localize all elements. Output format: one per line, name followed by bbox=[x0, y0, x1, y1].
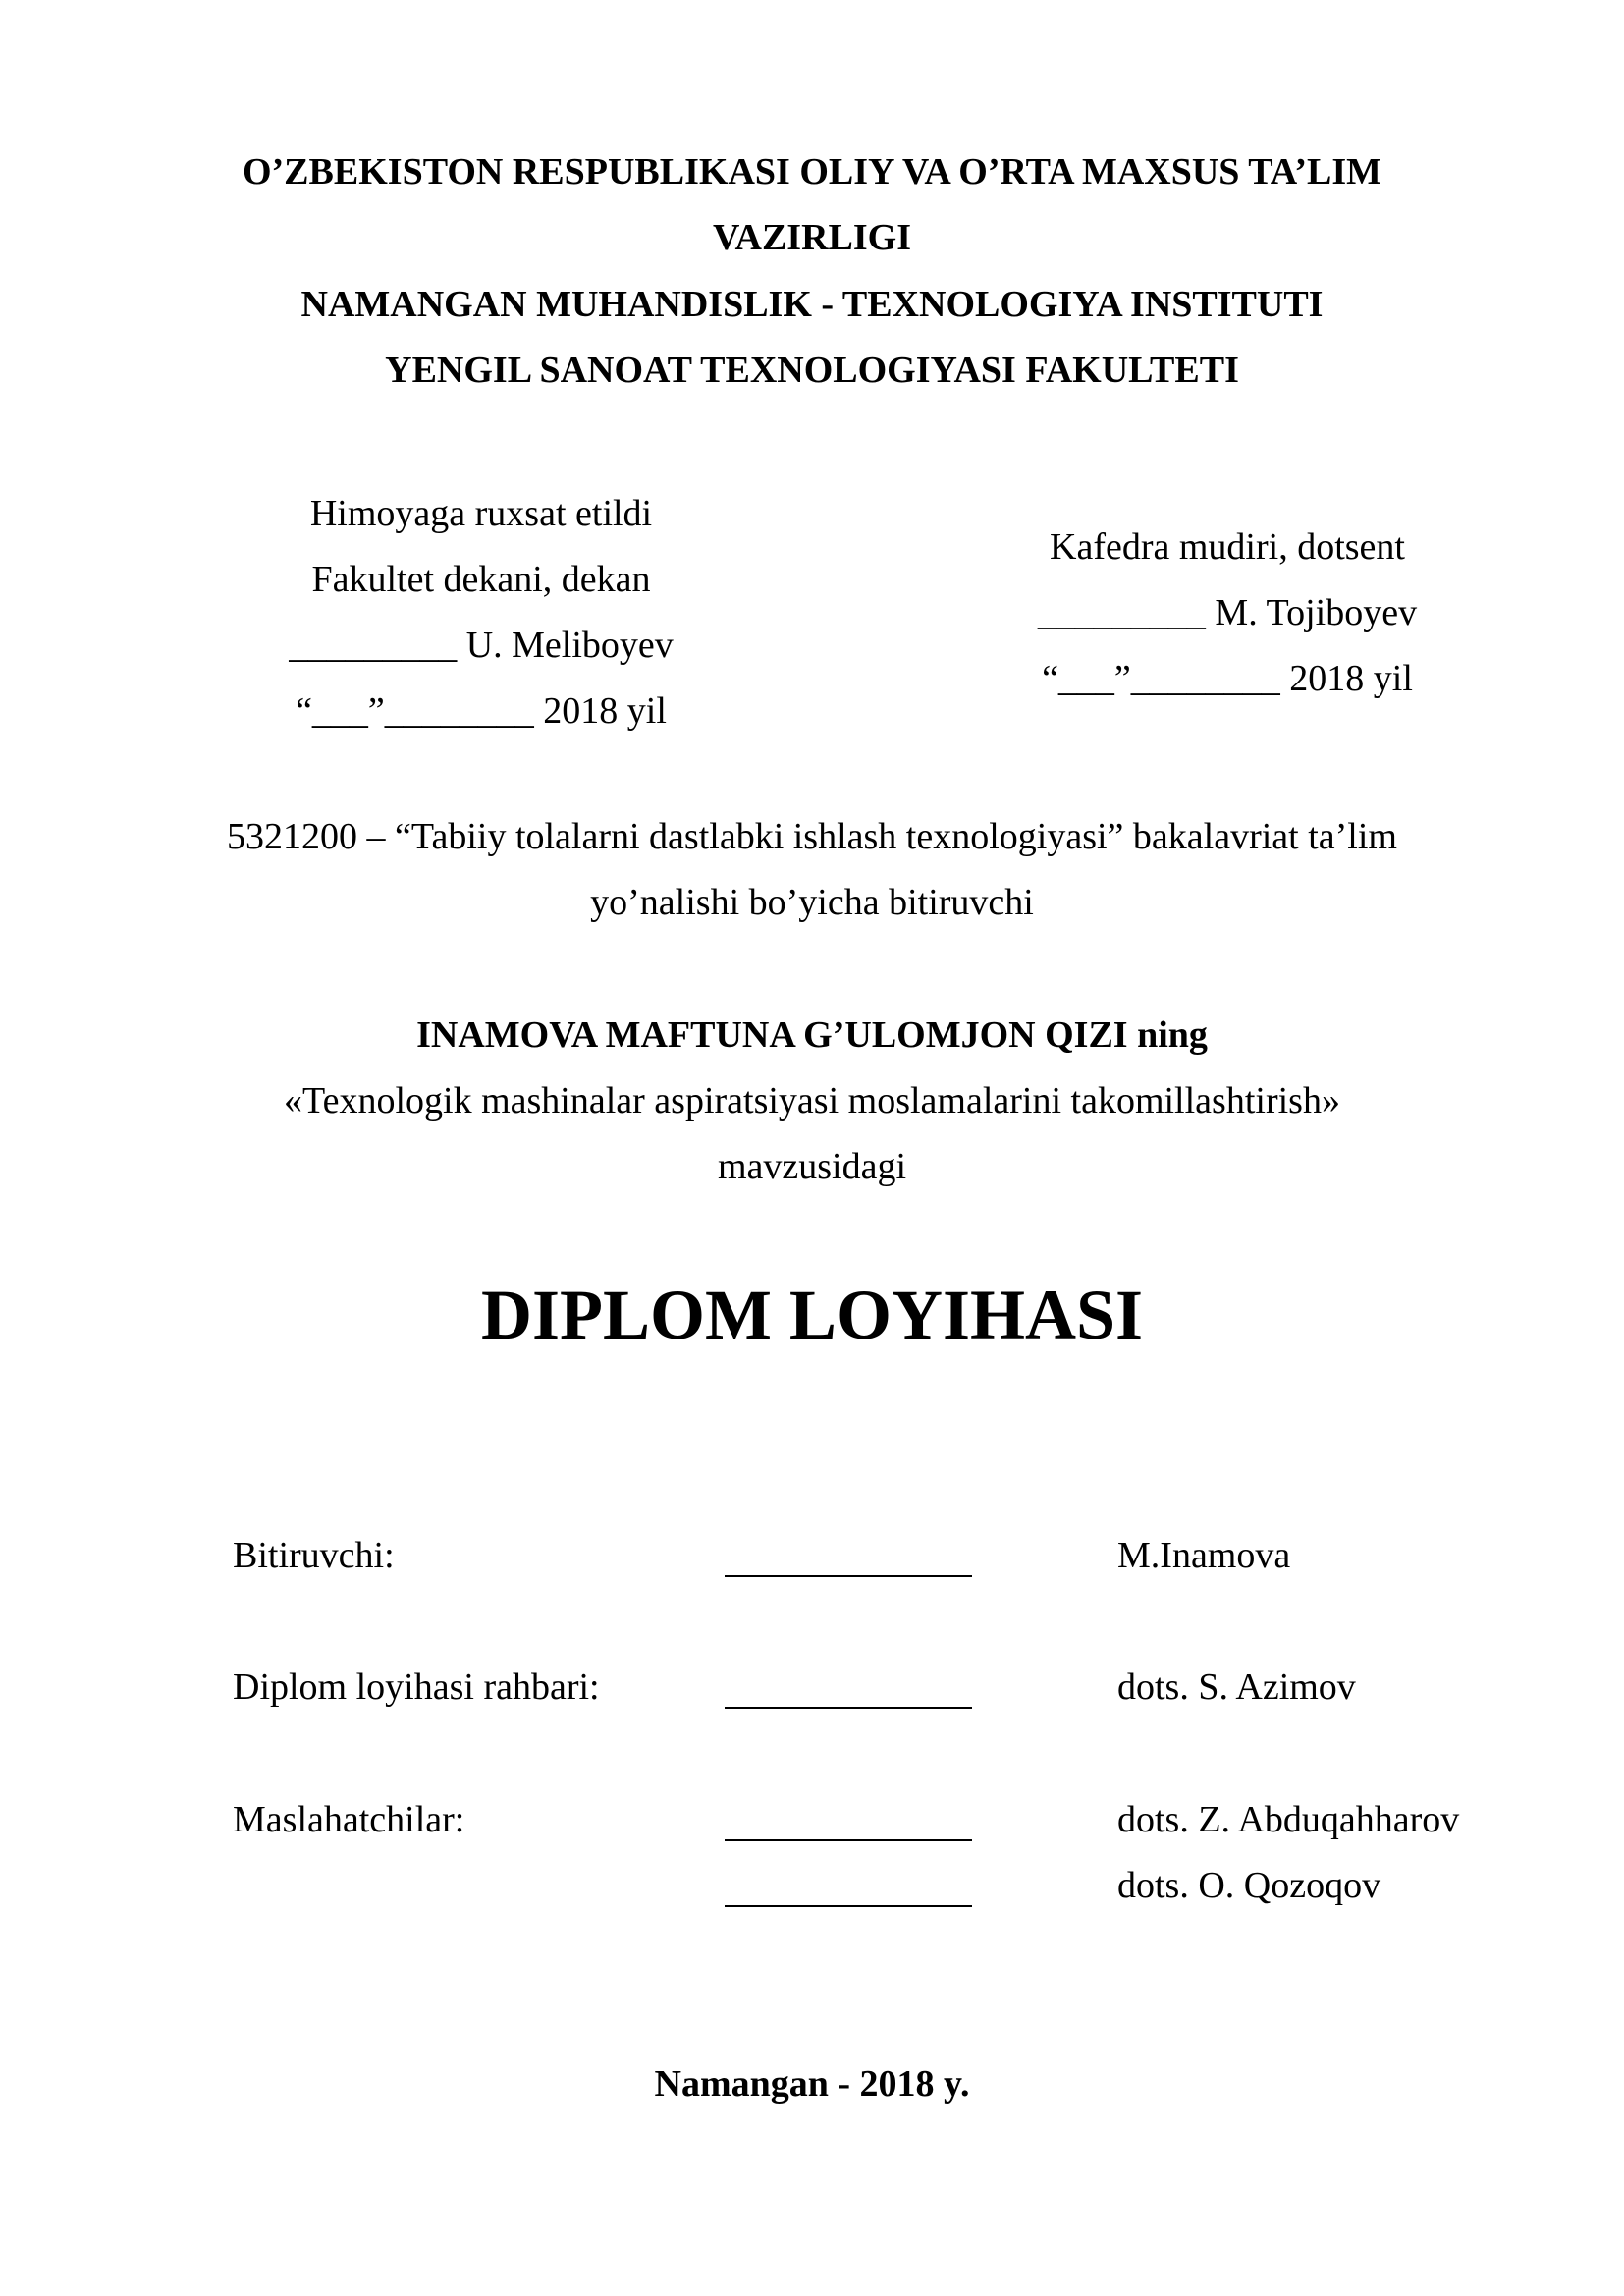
program-line-1: 5321200 – “Tabiiy tolalarni dastlabki ishlash texnologiyasi” bakalavriat ta’lim bbox=[227, 816, 1397, 857]
signature-line bbox=[725, 1839, 972, 1841]
approval-left-block bbox=[275, 481, 687, 744]
document-title: DIPLOM LOYIHASI bbox=[480, 1276, 1144, 1354]
faculty-name: YENGIL SANOAT TEXNOLOGIYASI FAKULTETI bbox=[385, 350, 1239, 391]
approval-right-signature: _________ M. Tojiboyev bbox=[1037, 592, 1418, 633]
signatory-name: M.Inamova bbox=[1117, 1535, 1291, 1576]
project-topic-suffix: mavzusidagi bbox=[717, 1146, 907, 1187]
signature-line bbox=[725, 1905, 972, 1907]
signature-line bbox=[725, 1575, 972, 1577]
ministry-line-1: O’ZBEKISTON RESPUBLIKASI OLIY VA O’RTA MAXSUS TA’LIM bbox=[242, 151, 1382, 192]
signatory-name: dots. Z. Abduqahharov bbox=[1117, 1799, 1460, 1840]
signature-role: Diplom loyihasi rahbari: bbox=[233, 1667, 600, 1708]
approval-right-line1: Kafedra mudiri, dotsent bbox=[1050, 526, 1405, 568]
approval-left-line1: Himoyaga ruxsat etildi bbox=[309, 493, 653, 534]
approval-right-block bbox=[1021, 515, 1434, 712]
signatory-name: dots. O. Qozoqov bbox=[1117, 1865, 1381, 1906]
approval-left-date: “___”________ 2018 yil bbox=[296, 690, 667, 732]
project-topic: «Texnologik mashinalar aspiratsiyasi moslamalarini takomillashtirish» bbox=[284, 1080, 1340, 1121]
signatory-name: dots. S. Azimov bbox=[1117, 1667, 1356, 1708]
signature-line bbox=[725, 1707, 972, 1709]
ministry-line-2: VAZIRLIGI bbox=[712, 217, 912, 258]
approval-left-line2: Fakultet dekani, dekan bbox=[311, 559, 651, 600]
program-line-2: yo’nalishi bo’yicha bitiruvchi bbox=[590, 882, 1034, 923]
approval-left-signature: _________ U. Meliboyev bbox=[289, 625, 674, 666]
institute-name: NAMANGAN MUHANDISLIK - TEXNOLOGIYA INSTITUTI bbox=[300, 284, 1324, 325]
signature-role: Maslahatchilar: bbox=[233, 1799, 465, 1840]
place-and-year: Namangan - 2018 y. bbox=[654, 2063, 970, 2105]
student-name-line: INAMOVA MAFTUNA G’ULOMJON QIZI ning bbox=[416, 1014, 1208, 1056]
approval-right-date: “___”________ 2018 yil bbox=[1042, 658, 1413, 699]
signature-role: Bitiruvchi: bbox=[233, 1535, 395, 1576]
